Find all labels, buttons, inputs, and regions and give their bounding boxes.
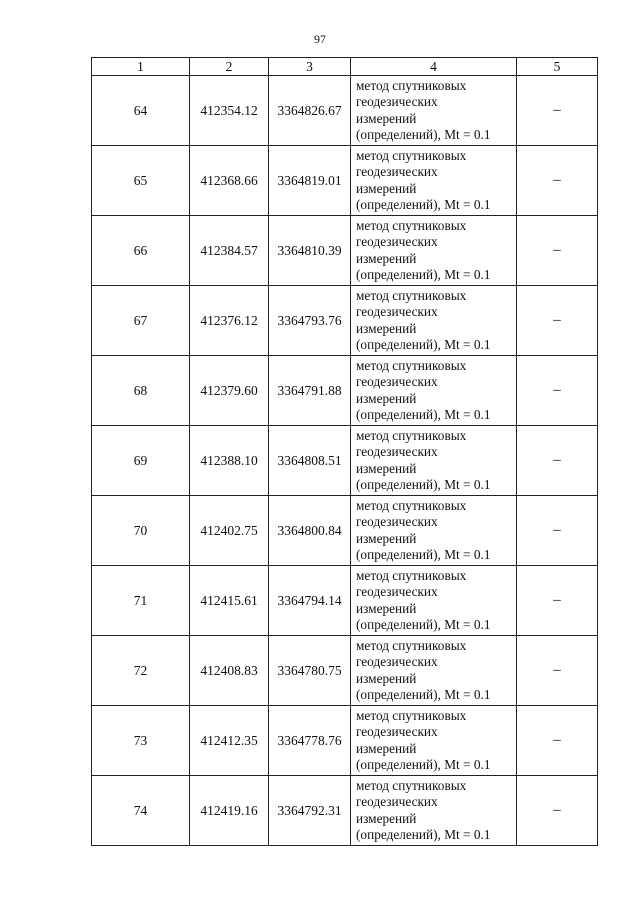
point-number: 74 bbox=[92, 776, 190, 846]
table-row bbox=[92, 426, 598, 496]
table-row bbox=[92, 286, 598, 356]
method-line: геодезических bbox=[356, 654, 438, 669]
table-row bbox=[92, 146, 598, 216]
method-line: измерений bbox=[356, 110, 417, 126]
header-col-3: 3 bbox=[269, 58, 351, 76]
coord-y: 3364810.39 bbox=[269, 216, 351, 286]
point-number: 73 bbox=[92, 706, 190, 776]
coord-y: 3364793.76 bbox=[269, 286, 351, 356]
coord-y: 3364778.76 bbox=[269, 706, 351, 776]
table-row bbox=[92, 356, 598, 426]
coord-x: 412388.10 bbox=[190, 426, 269, 496]
table-row bbox=[92, 776, 598, 846]
table-row bbox=[92, 636, 598, 706]
method-line: геодезических bbox=[356, 304, 438, 319]
coord-y: 3364791.88 bbox=[269, 356, 351, 426]
header-col-4: 4 bbox=[351, 58, 517, 76]
coord-y: 3364808.51 bbox=[269, 426, 351, 496]
method-cell bbox=[351, 76, 517, 146]
method-line: (определений), Mt = 0.1 bbox=[356, 477, 491, 492]
method-line: (определений), Mt = 0.1 bbox=[356, 337, 491, 352]
method-line: метод спутниковых bbox=[356, 77, 467, 93]
coord-y: 3364800.84 bbox=[269, 496, 351, 566]
method-line: геодезических bbox=[356, 514, 438, 529]
method-cell bbox=[351, 776, 517, 846]
header-col-2: 2 bbox=[190, 58, 269, 76]
method-line: метод спутниковых bbox=[356, 147, 467, 163]
coordinates-table bbox=[91, 57, 598, 846]
method-line: (определений), Mt = 0.1 bbox=[356, 617, 491, 632]
method-line: (определений), Mt = 0.1 bbox=[356, 407, 491, 422]
note-cell: – bbox=[517, 636, 598, 706]
method-line: измерений bbox=[356, 180, 417, 196]
note-cell: – bbox=[517, 146, 598, 216]
method-line: геодезических bbox=[356, 444, 438, 459]
method-line: метод спутниковых bbox=[356, 357, 467, 373]
coord-x: 412368.66 bbox=[190, 146, 269, 216]
table-row bbox=[92, 496, 598, 566]
method-cell bbox=[351, 706, 517, 776]
coord-x: 412408.83 bbox=[190, 636, 269, 706]
method-line: измерений bbox=[356, 600, 417, 616]
method-cell bbox=[351, 496, 517, 566]
note-cell: – bbox=[517, 356, 598, 426]
method-line: измерений bbox=[356, 740, 417, 756]
coord-x: 412354.12 bbox=[190, 76, 269, 146]
method-line: (определений), Mt = 0.1 bbox=[356, 757, 491, 772]
method-line: метод спутниковых bbox=[356, 637, 467, 653]
point-number: 72 bbox=[92, 636, 190, 706]
point-number: 69 bbox=[92, 426, 190, 496]
method-cell bbox=[351, 636, 517, 706]
method-cell bbox=[351, 356, 517, 426]
coord-x: 412412.35 bbox=[190, 706, 269, 776]
method-line: измерений bbox=[356, 530, 417, 546]
method-line: геодезических bbox=[356, 584, 438, 599]
method-line: геодезических bbox=[356, 94, 438, 109]
method-line: геодезических bbox=[356, 794, 438, 809]
coord-x: 412376.12 bbox=[190, 286, 269, 356]
coord-x: 412379.60 bbox=[190, 356, 269, 426]
method-line: геодезических bbox=[356, 374, 438, 389]
method-cell bbox=[351, 286, 517, 356]
table-row bbox=[92, 706, 598, 776]
note-cell: – bbox=[517, 426, 598, 496]
note-cell: – bbox=[517, 566, 598, 636]
table-row bbox=[92, 216, 598, 286]
method-line: измерений bbox=[356, 390, 417, 406]
method-line: (определений), Mt = 0.1 bbox=[356, 827, 491, 842]
header-col-1: 1 bbox=[92, 58, 190, 76]
coord-x: 412384.57 bbox=[190, 216, 269, 286]
method-line: метод спутниковых bbox=[356, 287, 467, 303]
method-line: геодезических bbox=[356, 724, 438, 739]
note-cell: – bbox=[517, 706, 598, 776]
point-number: 71 bbox=[92, 566, 190, 636]
method-line: измерений bbox=[356, 460, 417, 476]
method-cell bbox=[351, 216, 517, 286]
method-line: метод спутниковых bbox=[356, 217, 467, 233]
method-line: метод спутниковых bbox=[356, 427, 467, 443]
method-line: геодезических bbox=[356, 234, 438, 249]
method-line: (определений), Mt = 0.1 bbox=[356, 547, 491, 562]
coord-y: 3364794.14 bbox=[269, 566, 351, 636]
coord-x: 412415.61 bbox=[190, 566, 269, 636]
method-cell bbox=[351, 566, 517, 636]
table-header-row bbox=[92, 58, 598, 76]
note-cell: – bbox=[517, 286, 598, 356]
table-row bbox=[92, 76, 598, 146]
method-line: измерений bbox=[356, 320, 417, 336]
coord-y: 3364826.67 bbox=[269, 76, 351, 146]
point-number: 66 bbox=[92, 216, 190, 286]
method-line: метод спутниковых bbox=[356, 567, 467, 583]
method-cell bbox=[351, 146, 517, 216]
coord-y: 3364819.01 bbox=[269, 146, 351, 216]
point-number: 65 bbox=[92, 146, 190, 216]
note-cell: – bbox=[517, 776, 598, 846]
note-cell: – bbox=[517, 76, 598, 146]
method-line: геодезических bbox=[356, 164, 438, 179]
coord-x: 412402.75 bbox=[190, 496, 269, 566]
method-line: измерений bbox=[356, 670, 417, 686]
header-col-5: 5 bbox=[517, 58, 598, 76]
method-line: (определений), Mt = 0.1 bbox=[356, 267, 491, 282]
point-number: 64 bbox=[92, 76, 190, 146]
table-row bbox=[92, 566, 598, 636]
point-number: 67 bbox=[92, 286, 190, 356]
note-cell: – bbox=[517, 496, 598, 566]
method-line: (определений), Mt = 0.1 bbox=[356, 687, 491, 702]
method-cell bbox=[351, 426, 517, 496]
method-line: метод спутниковых bbox=[356, 707, 467, 723]
point-number: 68 bbox=[92, 356, 190, 426]
method-line: метод спутниковых bbox=[356, 777, 467, 793]
method-line: (определений), Mt = 0.1 bbox=[356, 197, 491, 212]
method-line: измерений bbox=[356, 810, 417, 826]
method-line: измерений bbox=[356, 250, 417, 266]
coord-y: 3364780.75 bbox=[269, 636, 351, 706]
note-cell: – bbox=[517, 216, 598, 286]
method-line: метод спутниковых bbox=[356, 497, 467, 513]
page-number: 97 bbox=[314, 32, 326, 46]
coord-x: 412419.16 bbox=[190, 776, 269, 846]
coord-y: 3364792.31 bbox=[269, 776, 351, 846]
point-number: 70 bbox=[92, 496, 190, 566]
method-line: (определений), Mt = 0.1 bbox=[356, 127, 491, 142]
